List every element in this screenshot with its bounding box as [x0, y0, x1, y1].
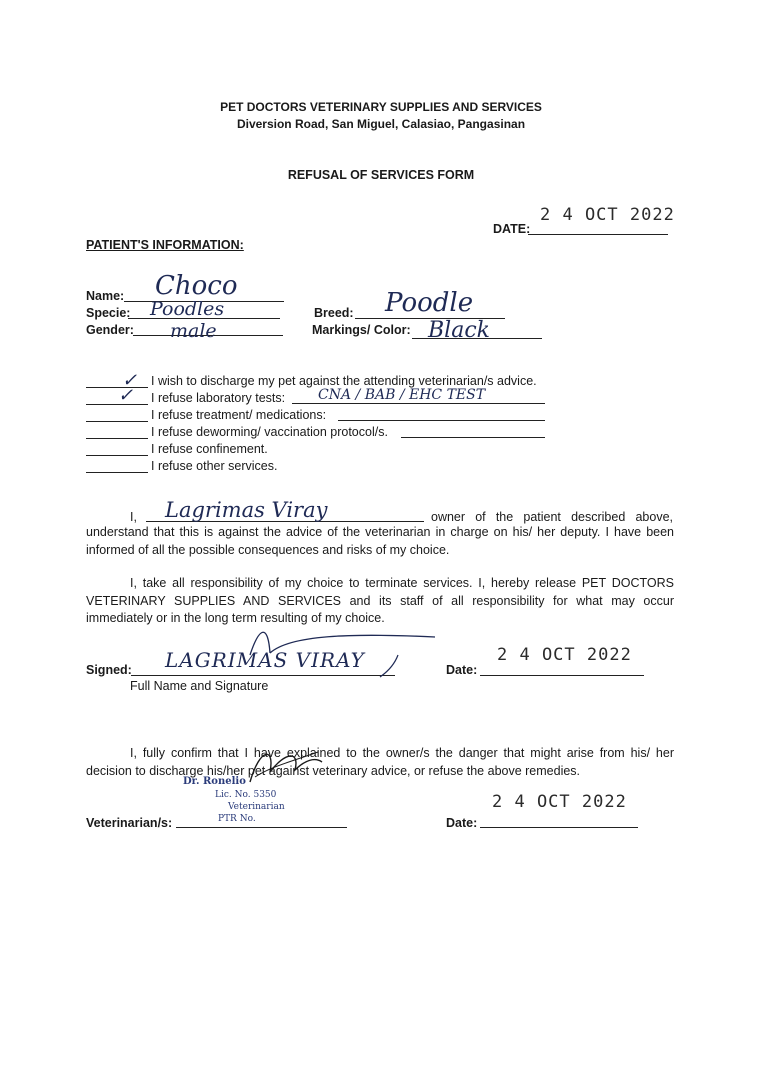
gender-value: male: [170, 320, 217, 342]
check-mark: ✓: [122, 370, 138, 391]
statement3-body: I, fully confirm that I have explained to the owner/s the danger that might arise from his/ her decision to discharge his/her pet against veterinary advice, or refuse the above remedies.: [86, 746, 674, 778]
vet-date-line: [480, 827, 638, 828]
vet-stamp-license: Lic. No. 5350: [215, 790, 277, 800]
specie-value: Poodles: [150, 298, 225, 320]
checklist-blank[interactable]: [86, 438, 148, 439]
owner-name: Lagrimas Viray: [165, 498, 328, 522]
markings-label: Markings/ Color:: [312, 323, 411, 337]
checklist-blank[interactable]: [86, 387, 148, 388]
date-line-top: [528, 234, 668, 235]
checklist-item-label: I refuse confinement.: [151, 442, 268, 456]
signature-caption: Full Name and Signature: [130, 679, 269, 693]
vet-stamp-role: Veterinarian: [228, 802, 285, 812]
deworming-line: [401, 437, 545, 438]
vet-stamp-name: Dr. Ronelio: [183, 776, 246, 787]
name-label: Name:: [86, 289, 125, 303]
veterinarian-label: Veterinarian/s:: [86, 816, 173, 830]
signed-date-stamp: 2 4 OCT 2022: [497, 645, 632, 665]
checklist-item-label: I wish to discharge my pet against the attending veterinarian/s advice.: [151, 374, 537, 388]
date-label-top: DATE:: [493, 222, 531, 236]
date-stamp-top: 2 4 OCT 2022: [540, 205, 675, 225]
markings-value: Black: [428, 318, 490, 343]
breed-value: Poodle: [385, 288, 474, 318]
vet-signature-scribble: [240, 742, 330, 792]
checklist-blank[interactable]: [86, 421, 148, 422]
patient-section-label: PATIENT'S INFORMATION:: [86, 238, 244, 252]
name-value: Choco: [155, 271, 238, 301]
treatment-line: [338, 420, 545, 421]
vet-stamp-ptr: PTR No.: [218, 814, 256, 824]
check-mark: ✓: [118, 385, 134, 406]
statement1-prefix: I,: [130, 510, 137, 524]
checklist-item-label: I refuse other services.: [151, 459, 278, 473]
signed-label: Signed:: [86, 663, 132, 677]
signed-date-line: [480, 675, 644, 676]
signed-date-label: Date:: [446, 663, 478, 677]
checklist-item-label: I refuse deworming/ vaccination protocol/s.: [151, 425, 388, 439]
specie-label: Specie:: [86, 306, 131, 320]
lab-tests-line: [292, 403, 545, 404]
breed-label: Breed:: [314, 306, 354, 320]
lab-tests-note: CNA / BAB / EHC TEST: [318, 387, 486, 403]
checklist-blank[interactable]: [86, 472, 148, 473]
form-title: REFUSAL OF SERVICES FORM: [287, 168, 475, 182]
owner-signature: LAGRIMAS VIRAY: [165, 648, 365, 672]
statement1-suffix: owner of the patient described above,: [431, 510, 673, 524]
company-address: Diversion Road, San Miguel, Calasiao, Pangasinan: [236, 117, 526, 131]
company-name: PET DOCTORS VETERINARY SUPPLIES AND SERVICES: [220, 100, 542, 114]
statement1-text: understand that this is against the advice of the veterinarian in charge on his/ her deputy. I have been informed of all the possible consequences and risks of my choice.: [86, 525, 674, 557]
vet-date-stamp: 2 4 OCT 2022: [492, 792, 627, 812]
checklist-blank[interactable]: [86, 455, 148, 456]
veterinarian-line: [176, 827, 347, 828]
vet-date-label: Date:: [446, 816, 478, 830]
gender-label: Gender:: [86, 323, 134, 337]
checklist-blank[interactable]: [86, 404, 148, 405]
statement2-body: I, take all responsibility of my choice to terminate services. I, hereby release PET DOCTORS VETERINARY SUPPLIES AND SERVICES and its staff of all responsibility for what may occur immediately or in the long term resulting of my choice.: [86, 576, 674, 625]
checklist-item-label: I refuse treatment/ medications:: [151, 408, 327, 422]
statement3-text: [86, 745, 674, 780]
checklist-item-label: I refuse laboratory tests:: [151, 391, 286, 405]
